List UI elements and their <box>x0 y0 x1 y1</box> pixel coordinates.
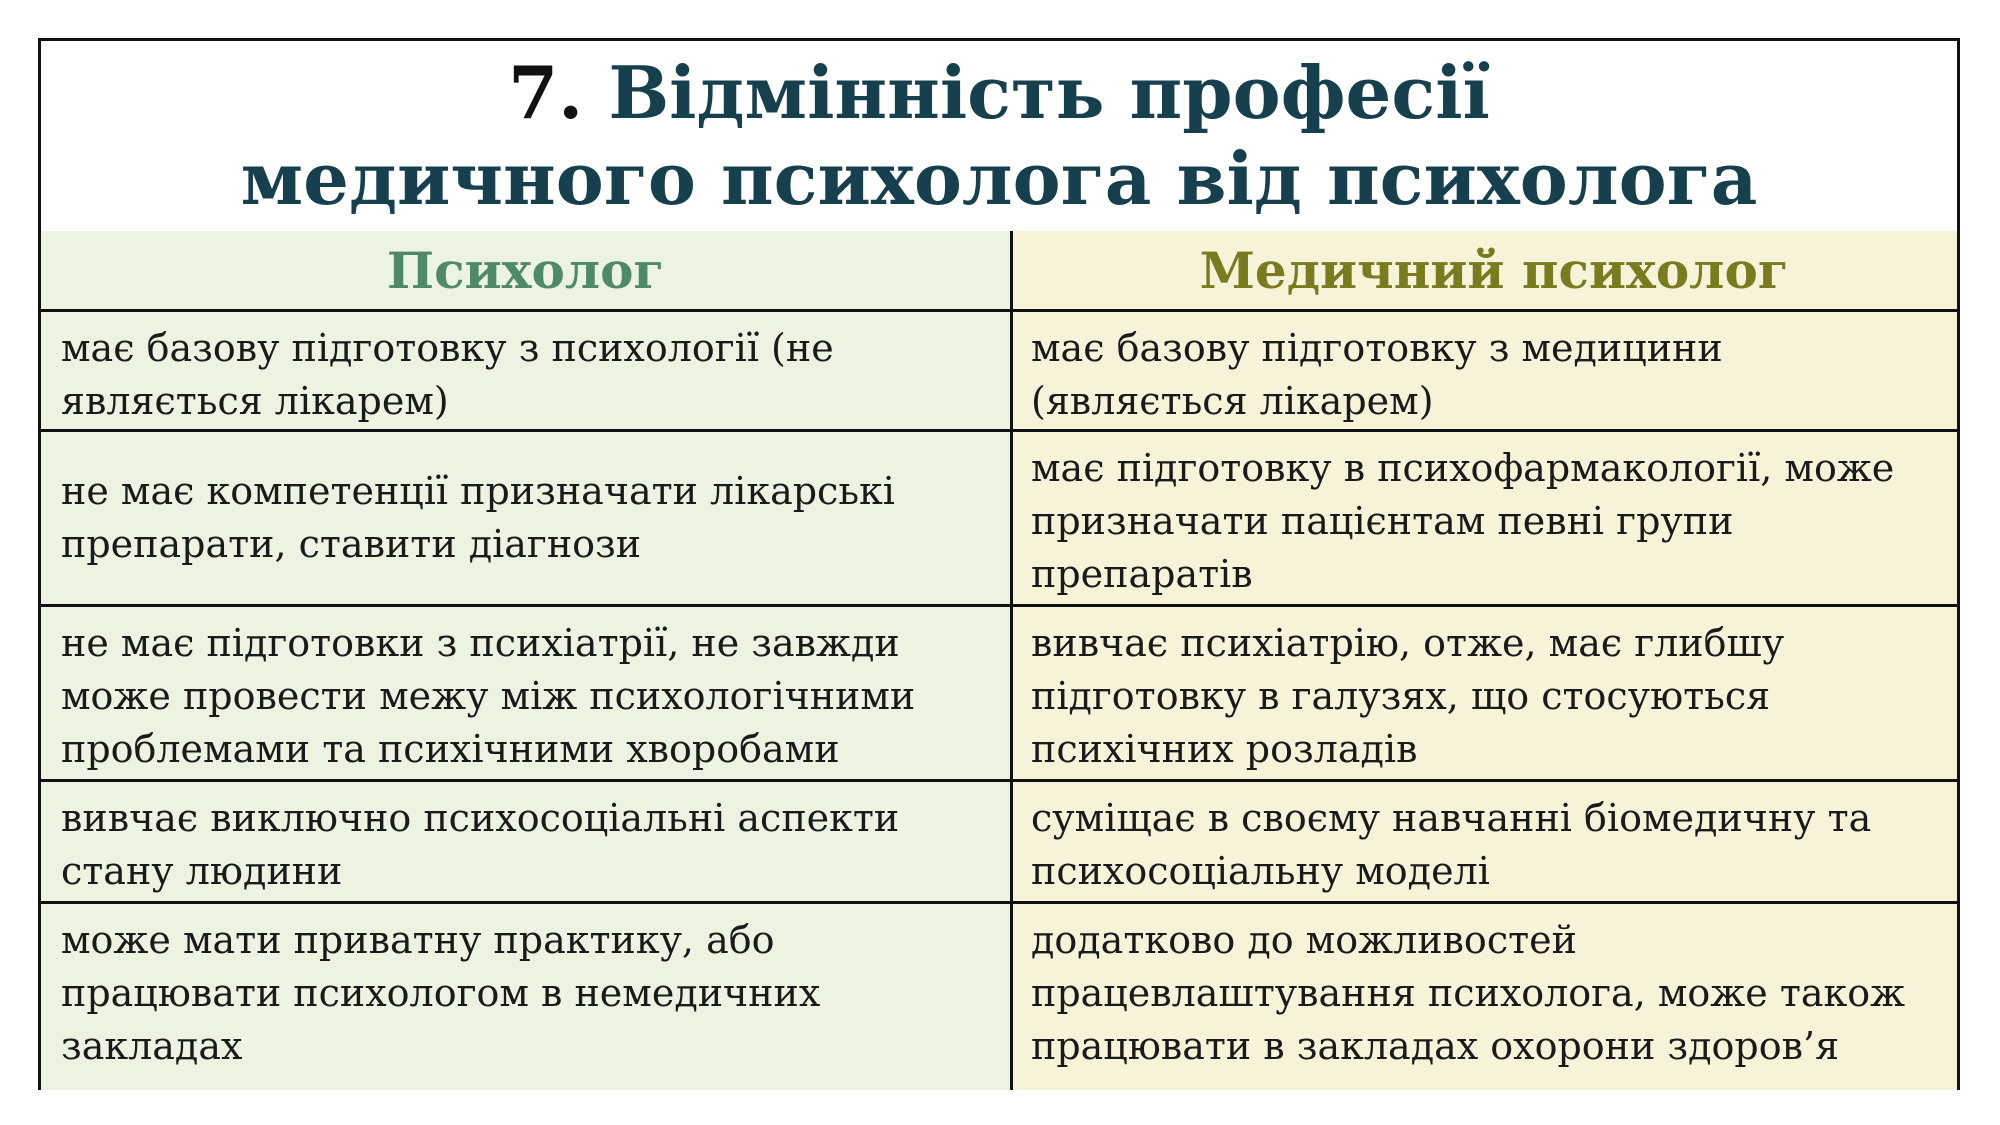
title-text: Відмінність професії <box>608 50 1490 135</box>
title-line-1 <box>508 50 1490 136</box>
row-5-medical-psychologist: додатково до можливостей працевлаштування психолога, може також працювати в закладах охорони здоров’я <box>1013 904 1957 1090</box>
row-2-psychologist: не має компетенції призначати лікарські препарати, ставити діагнози <box>41 432 1013 607</box>
content-frame <box>38 38 1960 1090</box>
header-psychologist: Психолог <box>41 231 1013 312</box>
title-number: 7. <box>508 50 584 135</box>
row-4-medical-psychologist: суміщає в своєму навчанні біомедичну та психосоціальну моделі <box>1013 782 1957 904</box>
row-3-medical-psychologist: вивчає психіатрію, отже, має глибшу підготовку в галузях, що стосуються психічних розладів <box>1013 607 1957 782</box>
header-medical-psychologist: Медичний психолог <box>1013 231 1957 312</box>
comparison-table <box>41 231 1957 1090</box>
title-line-2: медичного психолога від психолога <box>240 136 1758 221</box>
row-2-medical-psychologist: має підготовку в психофармакології, може призначати пацієнтам певні групи препаратів <box>1013 432 1957 607</box>
slide-title <box>41 41 1957 234</box>
row-4-psychologist: вивчає виключно психосоціальні аспекти стану людини <box>41 782 1013 904</box>
row-3-psychologist: не має підготовки з психіатрії, не завжди може провести межу між психологічними проблемами та психічними хворобами <box>41 607 1013 782</box>
row-1-psychologist: має базову підготовку з психології (не являється лікарем) <box>41 312 1013 432</box>
row-1-medical-psychologist: має базову підготовку з медицини (являється лікарем) <box>1013 312 1957 432</box>
row-5-psychologist: може мати приватну практику, або працювати психологом в немедичних закладах <box>41 904 1013 1090</box>
